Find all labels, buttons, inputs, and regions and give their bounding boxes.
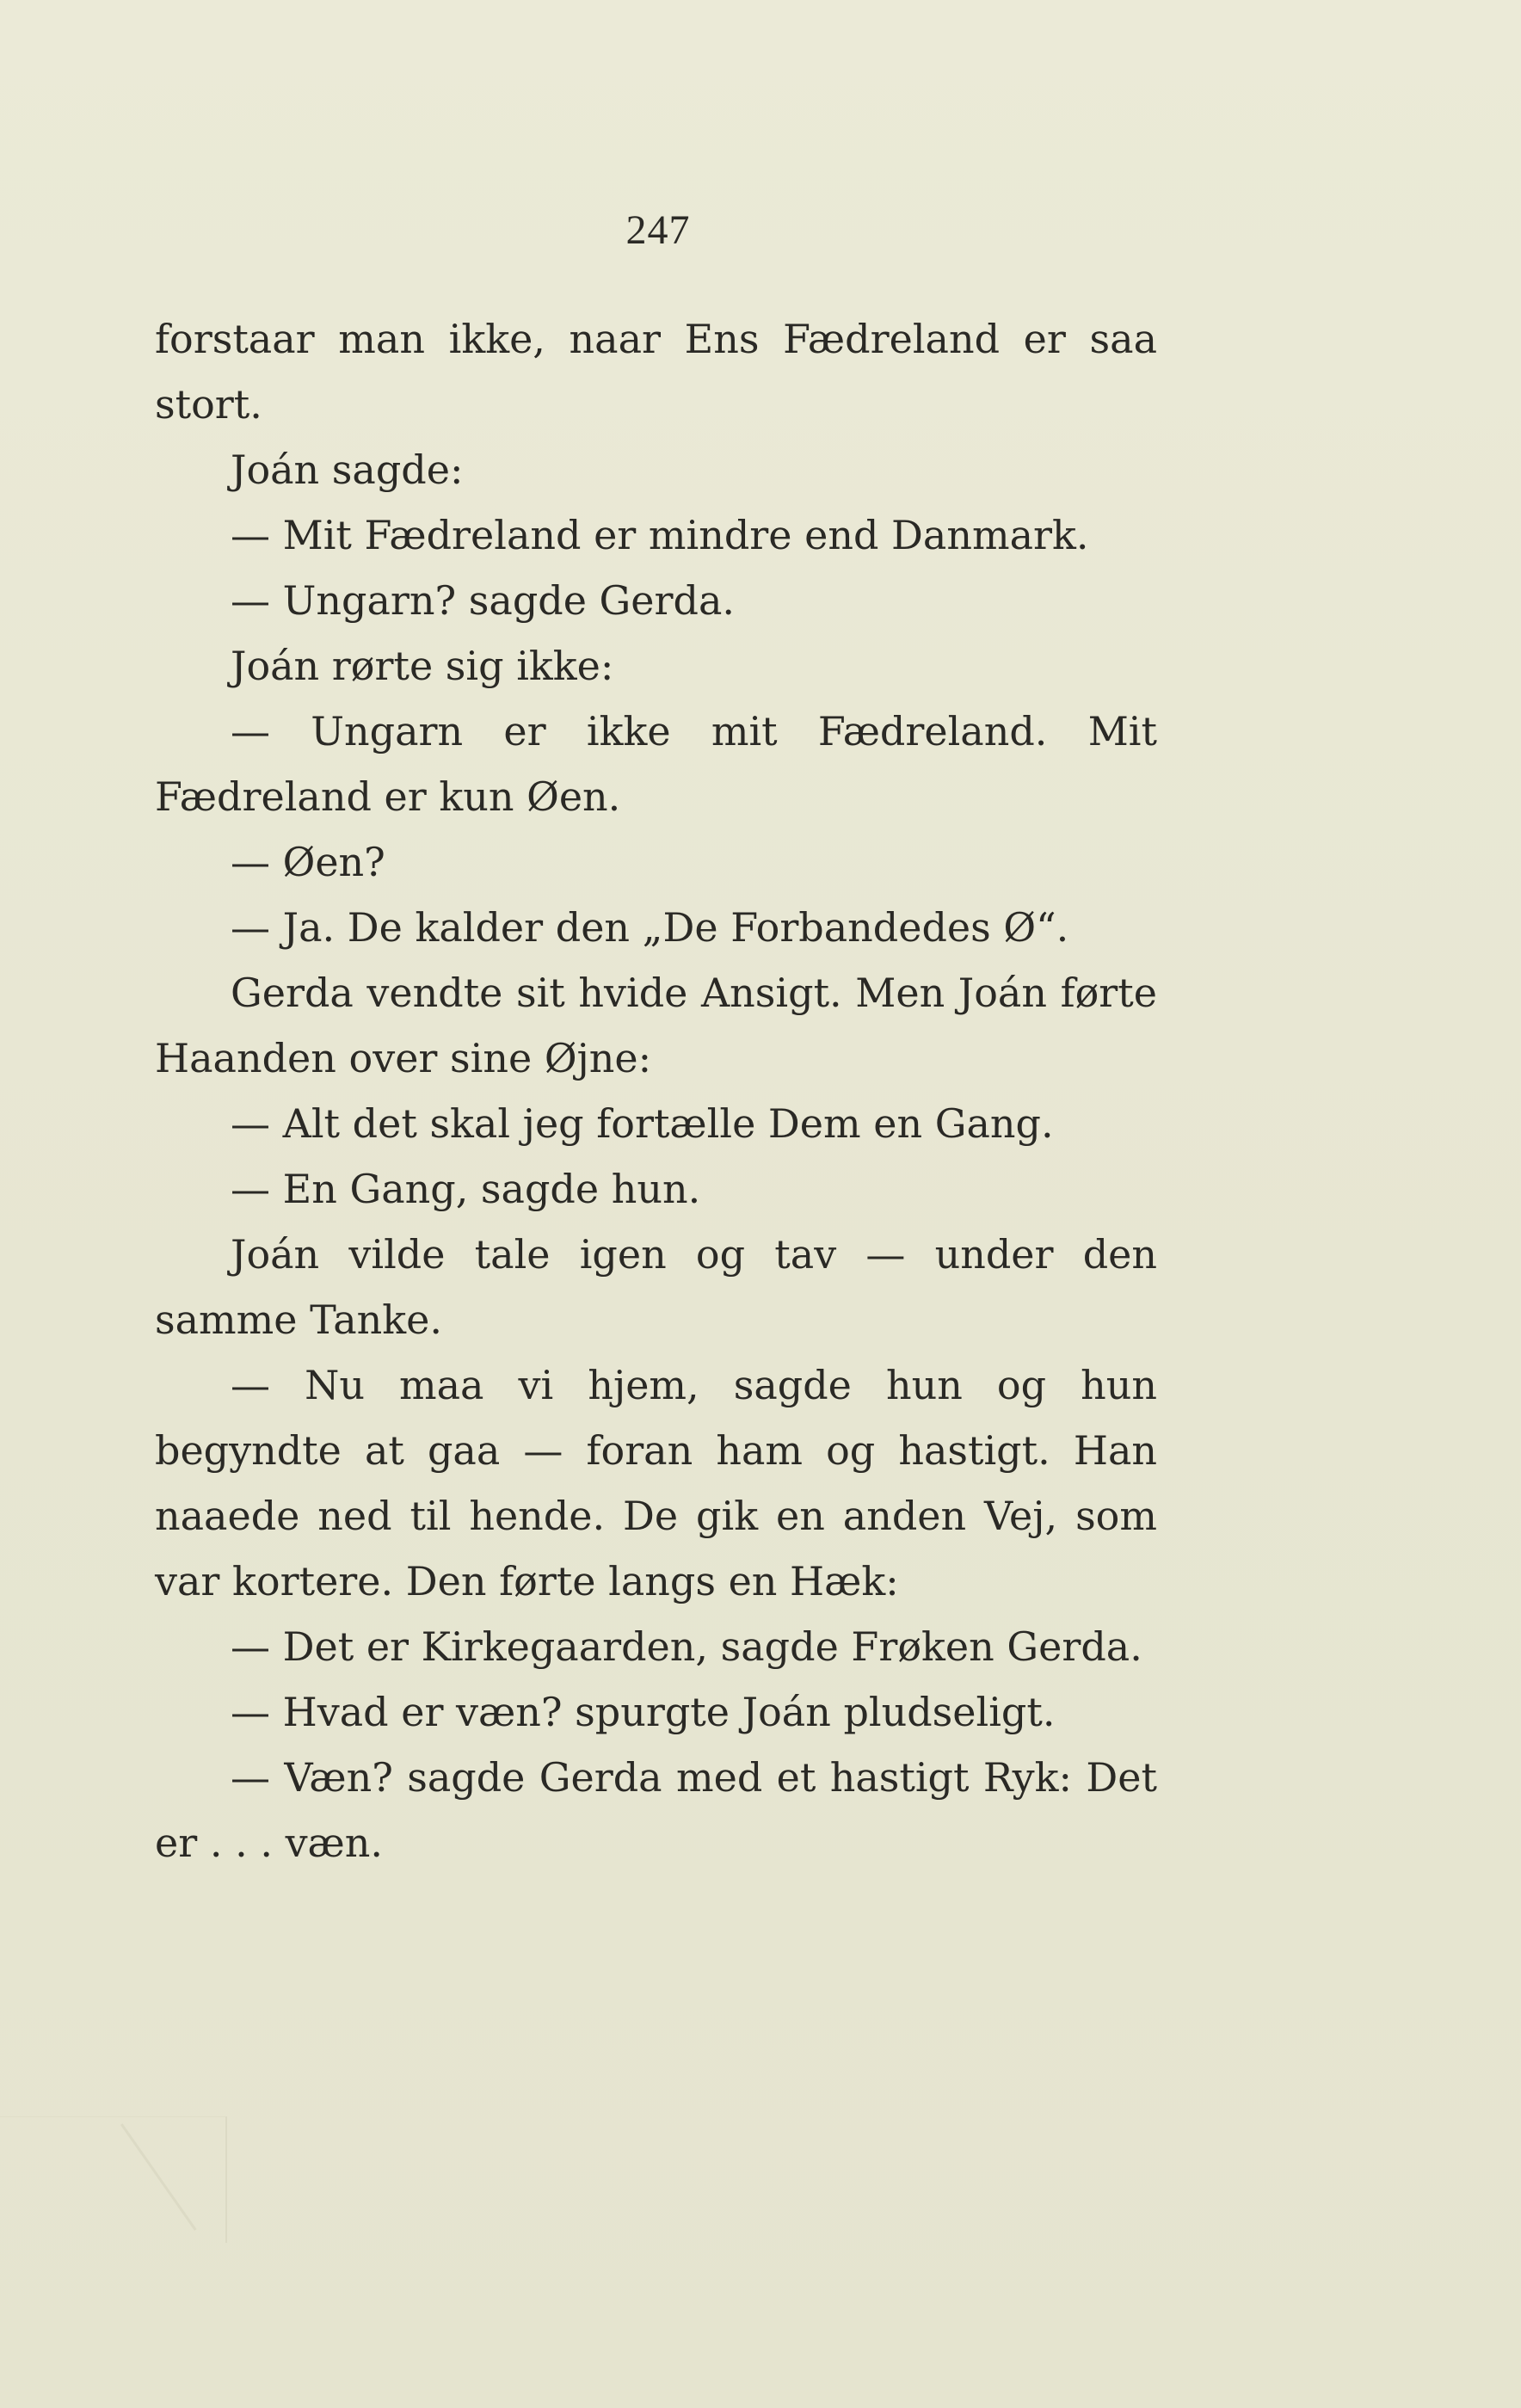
paragraph: Joán sagde: <box>231 446 464 493</box>
paragraph: — Det er Kirkegaarden, sagde Frøken Gerda. <box>231 1623 1142 1670</box>
paragraph: — Nu maa vi hjem, sagde hun og hun begyndte at gaa — foran ham og hastigt. Han naaede ned til hende. De gik en anden Vej, som var kortere. Den førte langs en Hæk: <box>155 1362 1157 1604</box>
paragraph: Joán vilde tale igen og tav — under den samme Tanke. <box>155 1231 1157 1343</box>
paragraph: — Øen? <box>231 839 385 885</box>
body-text <box>155 306 1157 1875</box>
paragraph: Joán rørte sig ikke: <box>231 643 614 689</box>
paragraph: — Mit Fædreland er mindre end Danmark. <box>231 512 1089 558</box>
paragraph: forstaar man ikke, naar Ens Fædreland er saa stort. <box>155 316 1157 428</box>
paragraph: — Hvad er væn? spurgte Joán pludseligt. <box>231 1689 1056 1735</box>
paragraph: — Ja. De kalder den „De Forbandedes Ø“. <box>231 904 1069 951</box>
paragraph: Gerda vendte sit hvide Ansigt. Men Joán førte Haanden over sine Øjne: <box>155 970 1157 1081</box>
paragraph: — Væn? sagde Gerda med et hastigt Ryk: Det er . . . væn. <box>155 1754 1157 1866</box>
paragraph: — Ungarn er ikke mit Fædreland. Mit Fædreland er kun Øen. <box>155 708 1157 820</box>
paragraph: — Alt det skal jeg fortælle Dem en Gang. <box>231 1100 1054 1147</box>
paragraph: — Ungarn? sagde Gerda. <box>231 577 736 624</box>
paragraph: — En Gang, sagde hun. <box>231 1166 701 1212</box>
page-number: 247 <box>625 207 691 253</box>
